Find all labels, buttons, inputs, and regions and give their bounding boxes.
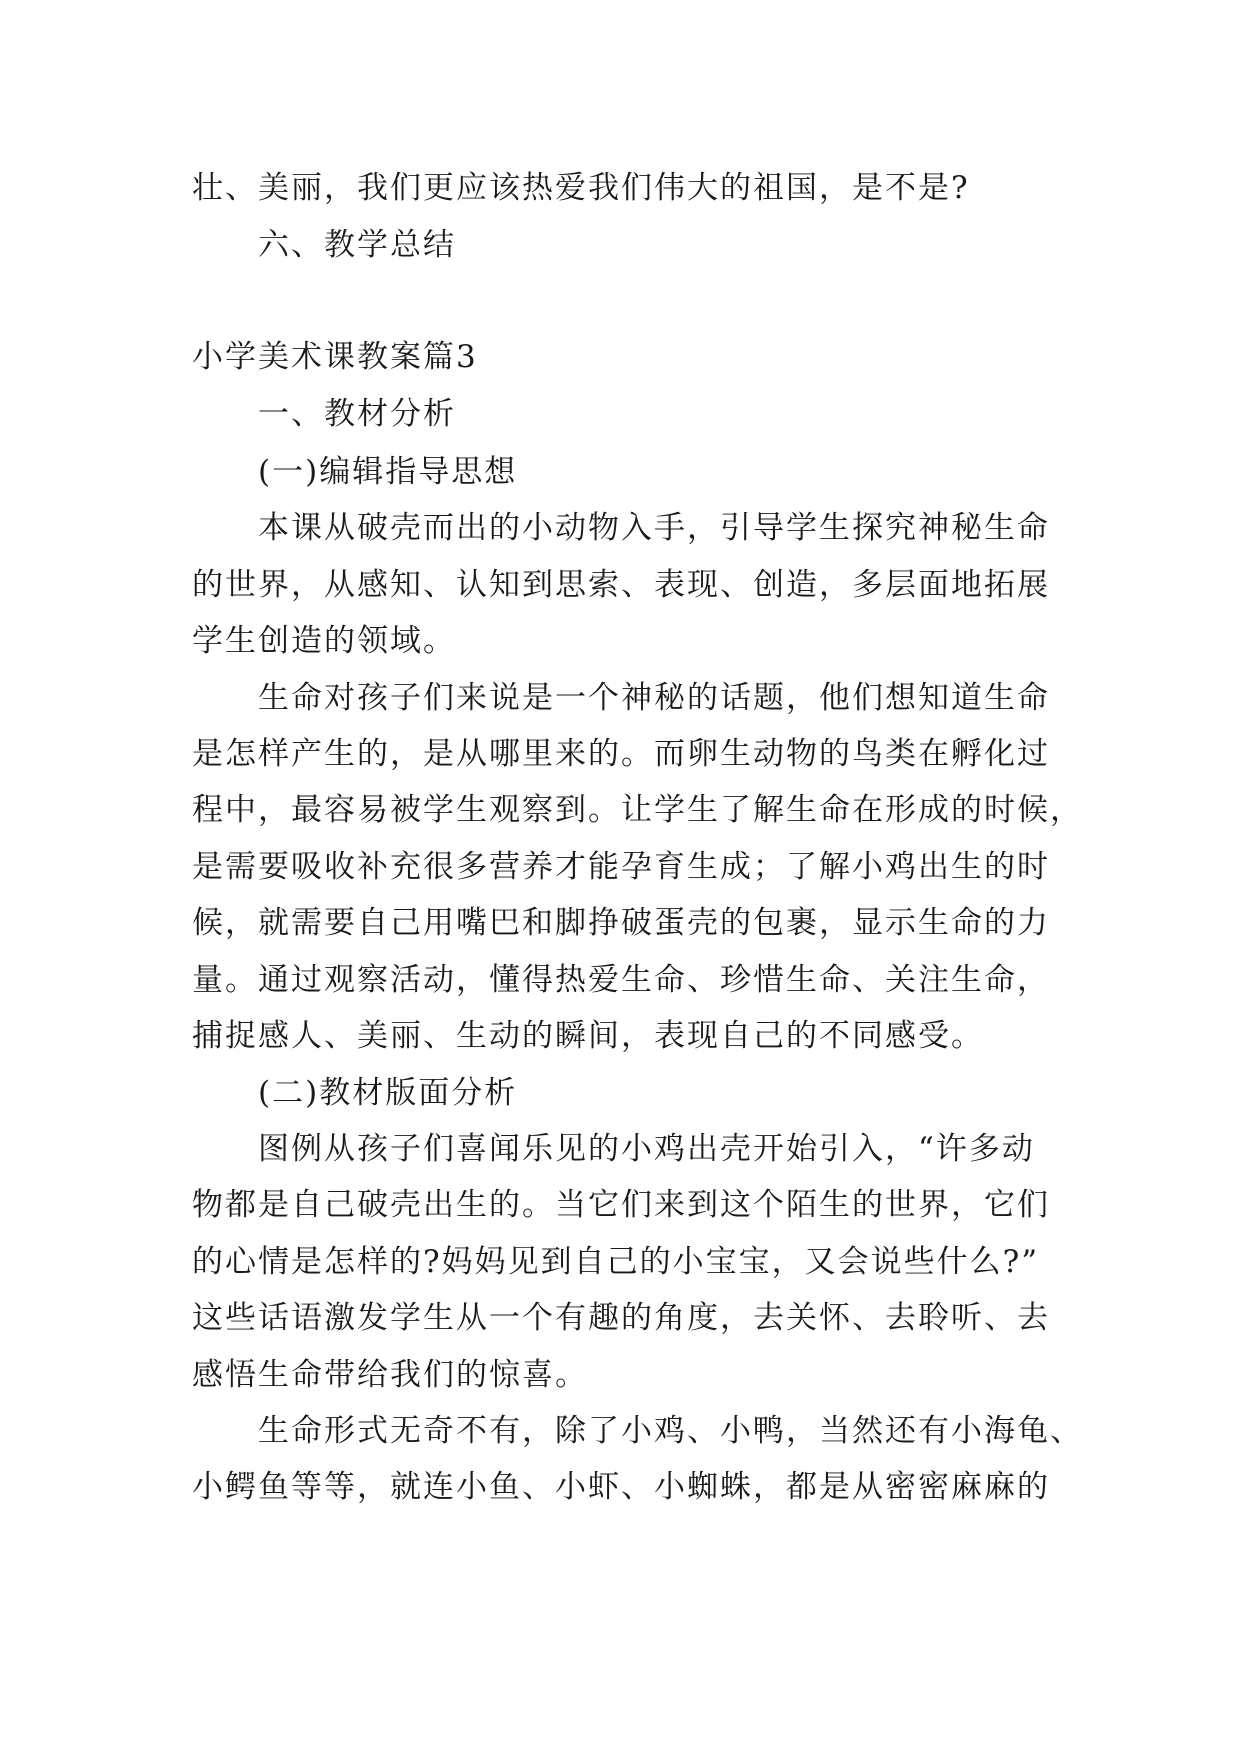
text-line: 感悟生命带给我们的惊喜。 <box>192 1357 588 1393</box>
text-line: 生命形式无奇不有，除了小鸡、小鸭，当然还有小海龟、 <box>258 1413 1083 1449</box>
subsection-heading: (二)教材版面分析 <box>258 1075 518 1111</box>
text-line: 壮、美丽，我们更应该热爱我们伟大的祖国，是不是? <box>192 170 970 206</box>
text-line: 本课从破壳而出的小动物入手，引导学生探究神秘生命 <box>258 510 1050 546</box>
text-line: 捕捉感人、美丽、生动的瞬间，表现自己的不同感受。 <box>192 1018 984 1054</box>
text-line: 这些话语激发学生从一个有趣的角度，去关怀、去聆听、去 <box>192 1300 1050 1336</box>
text-line: 程中，最容易被学生观察到。让学生了解生命在形成的时候， <box>192 792 1083 828</box>
text-line: 图例从孩子们喜闻乐见的小鸡出壳开始引入，“许多动 <box>258 1131 1035 1167</box>
text-line: 的世界，从感知、认知到思索、表现、创造，多层面地拓展 <box>192 567 1050 603</box>
text-line: 物都是自己破壳出生的。当它们来到这个陌生的世界，它们 <box>192 1187 1050 1223</box>
text-line: 是怎样产生的，是从哪里来的。而卵生动物的鸟类在孵化过 <box>192 736 1050 772</box>
section-heading: 六、教学总结 <box>258 227 456 263</box>
subsection-heading: (一)编辑指导思想 <box>258 454 518 490</box>
text-line: 量。通过观察活动，懂得热爱生命、珍惜生命、关注生命， <box>192 962 1050 998</box>
text-line: 是需要吸收补充很多营养才能孕育生成；了解小鸡出生的时 <box>192 849 1050 885</box>
text-line: 小鳄鱼等等，就连小鱼、小虾、小蜘蛛，都是从密密麻麻的 <box>192 1469 1050 1505</box>
text-line: 生命对孩子们来说是一个神秘的话题，他们想知道生命 <box>258 680 1050 716</box>
text-line: 学生创造的领域。 <box>192 623 456 659</box>
section-heading: 一、教材分析 <box>258 396 456 432</box>
text-line: 的心情是怎样的?妈妈见到自己的小宝宝，又会说些什么?” <box>192 1244 1040 1280</box>
document-title: 小学美术课教案篇3 <box>192 339 478 375</box>
text-line: 候，就需要自己用嘴巴和脚挣破蛋壳的包裹，显示生命的力 <box>192 905 1050 941</box>
